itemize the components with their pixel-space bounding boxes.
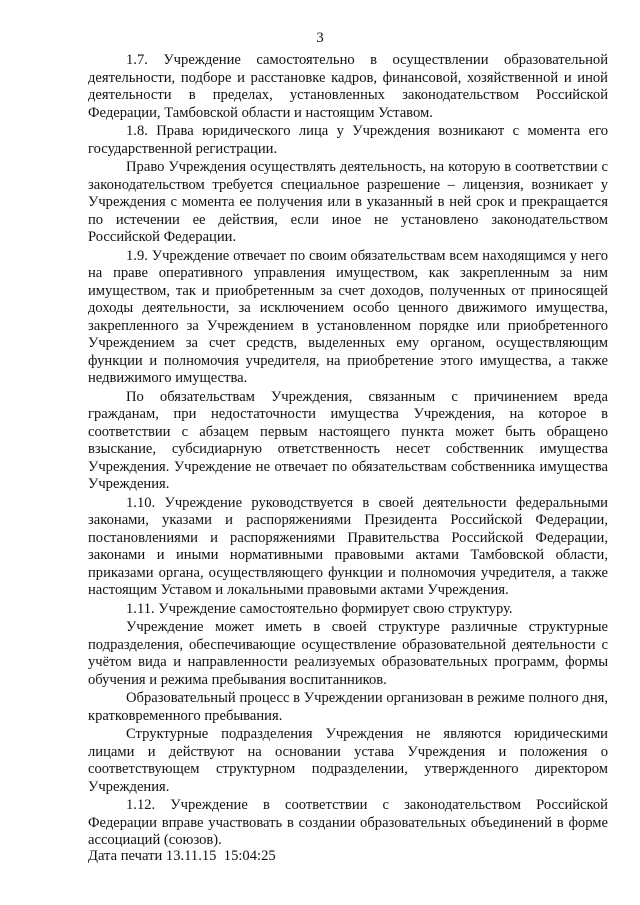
paragraph-1-11: 1.11. Учреждение самостоятельно формирует свою структуру. (126, 600, 513, 617)
paragraph-1-7: 1.7. Учреждение самостоятельно в осуществлении образовательной деятельности, подборе и расстановке кадров, финансовой, хозяйственной и иной деятельности в пределах, установленных законодательством Российской Федерации, Тамбовской области и настоящим Уставом. (88, 52, 608, 121)
paragraph-1-12: 1.12. Учреждение в соответствии с законодательством Российской Федерации вправе участвовать в создании образовательных объединений в форме ассоциаций (союзов). (88, 797, 608, 848)
print-date: Дата печати 13.11.15 15:04:25 (88, 848, 276, 864)
paragraph-process: Образовательный процесс в Учреждении организован в режиме полного дня, кратковременного пребывания. (88, 690, 608, 724)
paragraph-1-10: 1.10. Учреждение руководствуется в своей деятельности федеральными законами, указами и распоряжениями Президента Российской Федерации, постановлениями и распоряжениями Правительства Российской Федерации, законами и иными нормативными правовыми актами Тамбовской области, приказами органа, осуществляющего функции и полномочия учредителя, а также настоящим Уставом и локальными правовыми актами Учреждения. (88, 494, 608, 598)
paragraph-subdivisions: Структурные подразделения Учреждения не являются юридическими лицами и действуют на основании устава Учреждения и положения о соответствующем структурном подразделении, утвержденного директором Учреждения. (88, 726, 608, 795)
paragraph-liability: По обязательствам Учреждения, связанным с причинением вреда гражданам, при недостаточности имущества Учреждения, на которое в соответствии с абзацем первым настоящего пункта может быть обращено взыскание, субсидиарную ответственность несет собственник имущества Учреждения. Учреждение не отвечает по обязательствам собственника имущества Учреждения. (88, 388, 608, 492)
document-body (88, 52, 608, 850)
paragraph-structure: Учреждение может иметь в своей структуре различные структурные подразделения, обеспечивающие осуществление образовательной деятельности с учётом вида и направленности реализуемых образовательных программ, формы обучения и режима пребывания воспитанников. (88, 619, 608, 688)
page-number: 3 (316, 30, 324, 46)
paragraph-1-9: 1.9. Учреждение отвечает по своим обязательствам всем находящимся у него на праве оперативного управления имуществом, как закрепленным за ним имуществом, так и приобретенным за счет доходов, полученных от приносящей доходы деятельности, за исключением особо ценного движимого имущества, закрепленного за Учреждением в установленном порядке или приобретенного Учреждением за счет средств, выделенных ему органом, осуществляющим функции и полномочия учредителя, на приобретение этого имущества, а также недвижимого имущества. (88, 247, 608, 386)
paragraph-license: Право Учреждения осуществлять деятельность, на которую в соответствии с законодательством требуется специальное разрешение – лицензия, возникает у Учреждения с момента ее получения или в указанный в ней срок и прекращается по истечении ее действия, если иное не установлено законодательством Российской Федерации. (88, 159, 608, 245)
paragraph-1-8: 1.8. Права юридического лица у Учреждения возникают с момента его государственной регистрации. (88, 123, 608, 157)
